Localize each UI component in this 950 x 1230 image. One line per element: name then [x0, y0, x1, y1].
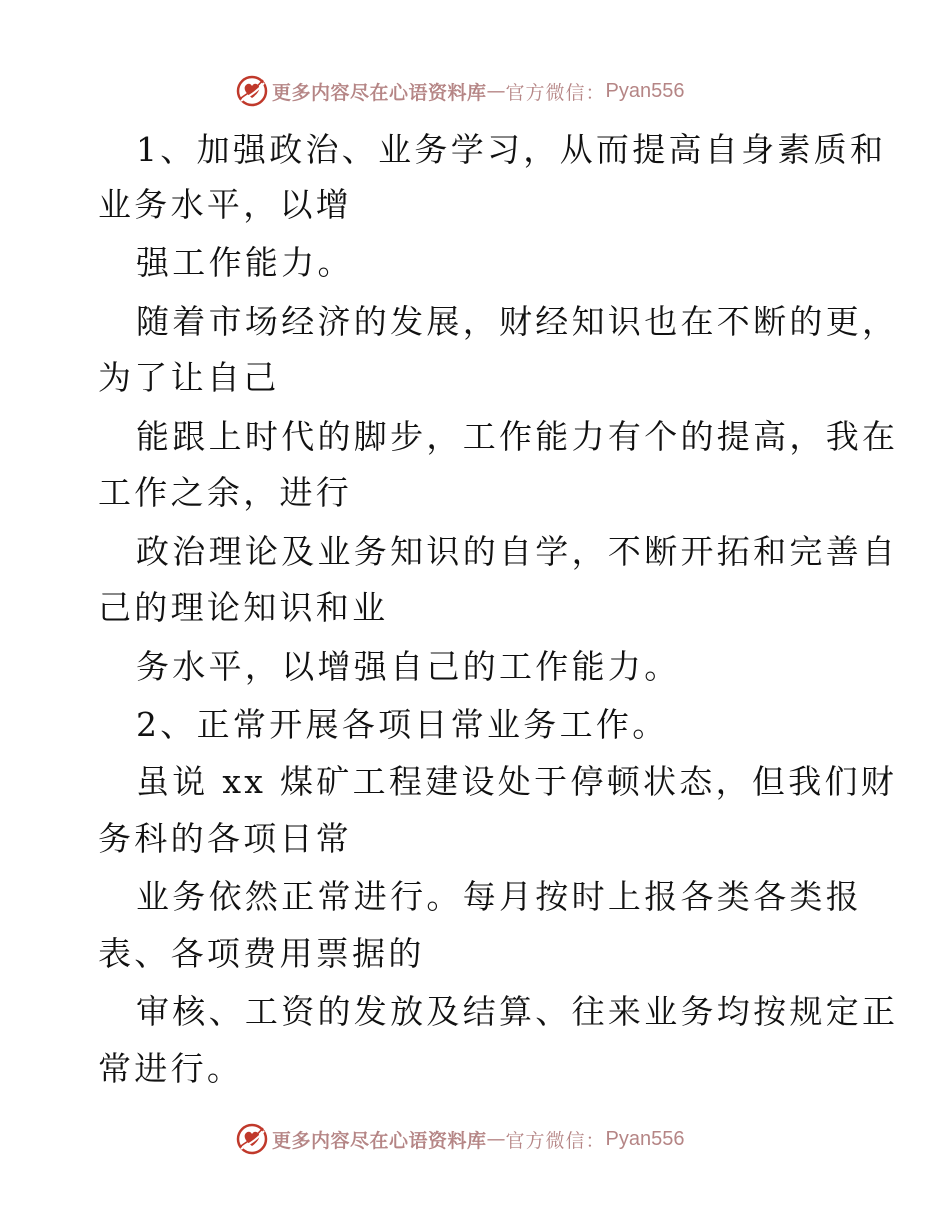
text-line: 业务水平，以增: [98, 185, 353, 224]
header-watermark-banner: [236, 74, 685, 108]
text-line: 表、各项费用票据的: [98, 934, 425, 973]
text-line: 强工作能力。: [136, 243, 354, 282]
banner-site-text: 更多内容尽在心语资料库: [272, 81, 487, 104]
text-line: 己的理论知识和业: [98, 588, 389, 627]
text-line: 工作之余，进行: [98, 473, 353, 512]
banner-wechat-id: Pyan556: [605, 1127, 685, 1150]
heart-swirl-logo-icon: [236, 1123, 268, 1155]
banner-wechat-label: 官方微信：: [505, 1129, 606, 1152]
text-line: 务科的各项日常: [98, 819, 353, 858]
text-line: 审核、工资的发放及结算、往来业务均按规定正: [136, 992, 899, 1031]
text-line: 政治理论及业务知识的自学，不断开拓和完善自: [136, 532, 899, 571]
banner-site-text: 更多内容尽在心语资料库: [272, 1129, 487, 1152]
text-line: 随着市场经济的发展，财经知识也在不断的更，: [136, 302, 899, 341]
text-line: 常进行。: [98, 1049, 244, 1088]
text-line: 为了让自己: [98, 358, 280, 397]
text-line: 业务依然正常进行。每月按时上报各类各类报: [136, 877, 862, 916]
footer-watermark-banner: [236, 1122, 685, 1156]
heart-swirl-logo-icon: [236, 75, 268, 107]
text-line: 2、正常开展各项日常业务工作。: [136, 705, 669, 744]
banner-wechat-label: 官方微信：: [505, 81, 606, 104]
text-line: 1、加强政治、业务学习，从而提高自身素质和: [136, 130, 887, 169]
banner-dash: —: [486, 1128, 506, 1150]
text-line: 虽说 xx 煤矿工程建设处于停顿状态，但我们财: [136, 762, 898, 801]
text-line: 能跟上时代的脚步，工作能力有个的提高，我在: [136, 417, 899, 456]
banner-dash: —: [486, 80, 506, 102]
text-line: 务水平，以增强自己的工作能力。: [136, 647, 681, 686]
banner-wechat-id: Pyan556: [605, 79, 685, 102]
